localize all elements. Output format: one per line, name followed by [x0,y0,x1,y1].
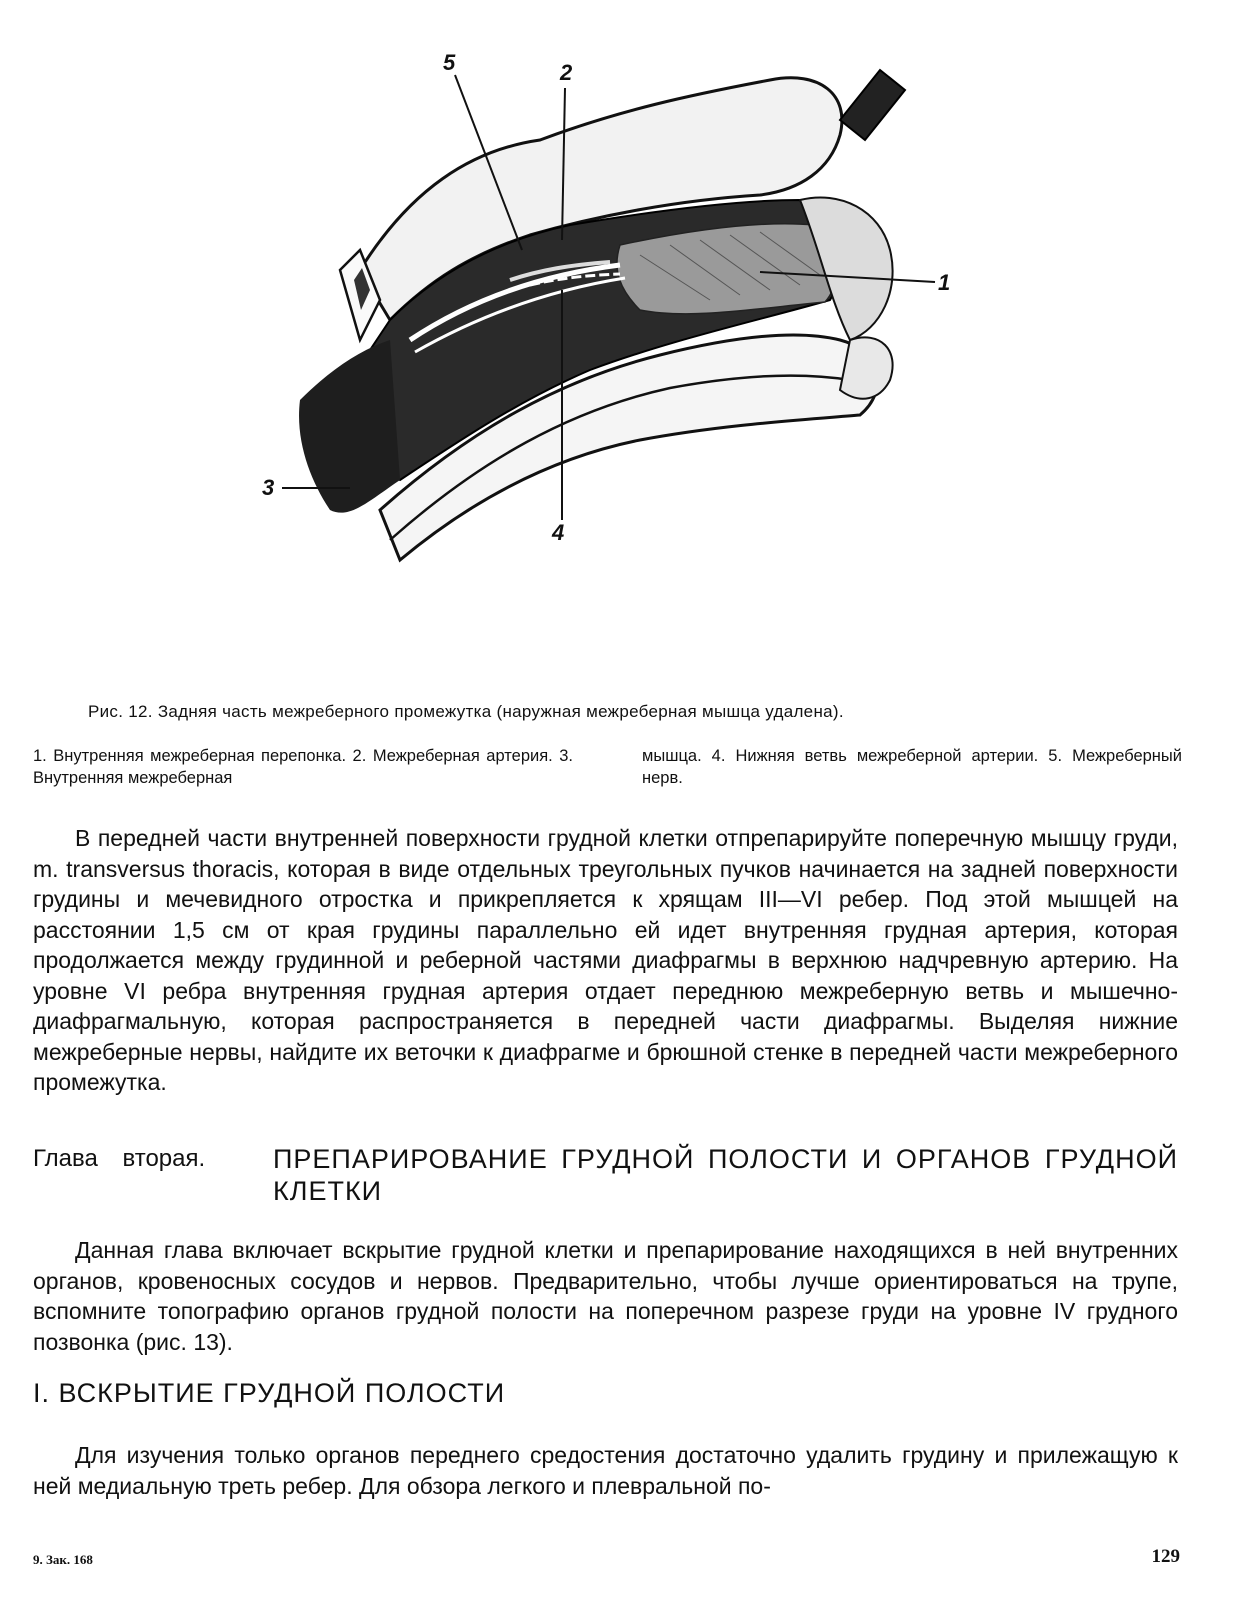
section-heading: I. ВСКРЫТИЕ ГРУДНОЙ ПОЛОСТИ [33,1378,506,1408]
anatomical-figure [240,40,1000,630]
intercostal-space-illustration [240,40,1000,630]
figure-label-5: 5 [443,50,456,75]
figure-legend-right: мышца. 4. Нижняя ветвь межреберной артерии. 5. Межреберный нерв. [642,747,1182,787]
body-paragraph-2: Данная глава включает вскрытие грудной клетки и препарирование находящихся в ней внутренних органов, кровеносных сосудов и нервов. Предварительно, чтобы лучше ориентироваться на трупе, вспомните топографию органов грудной полости на поперечном разрезе груди на уровне IV грудного позвонка (рис. 13). [33,1237,1178,1355]
body-paragraph-1: В передней части внутренней поверхности грудной клетки отпрепарируйте поперечную мышцу груди, m. transversus thoracis, которая в виде отдельных треугольных пучков начинается на задней поверхности грудины и мечевидного отростка и прикрепляется к хрящам III—VI ребер. Под этой мышцей на расстоянии 1,5 см от края грудины параллельно ей идет внутренняя грудная артерия, которая продолжается между грудинной и реберной частями диафрагмы в верхнюю надчревную артерию. На уровне VI ребра внутренняя грудная артерия отдает переднюю межреберную ветвь и мышечно-диафрагмальную, которая распространяется в передней части диафрагмы. Выделяя нижние межреберные нервы, найдите их веточки к диафрагме и брюшной стенке в передней части межреберного промежутка. [33,825,1178,1095]
figure-label-4: 4 [552,520,565,545]
figure-caption: Рис. 12. Задняя часть межреберного промежутка (наружная межреберная мышца удалена). [88,702,844,721]
body-paragraph-3: Для изучения только органов переднего средостения достаточно удалить грудину и прилежащую к ней медиальную треть ребер. Для обзора легкого и плевральной по- [33,1442,1178,1499]
printer-mark: 9. Зак. 168 [33,1552,93,1567]
chapter-title: ПРЕПАРИРОВАНИЕ ГРУДНОЙ ПОЛОСТИ И ОРГАНОВ ГРУДНОЙ КЛЕТКИ [273,1144,1178,1206]
chapter-label: Глава вторая. [33,1145,206,1172]
figure-legend-left: 1. Внутренняя межреберная перепонка. 2. Межреберная артерия. 3. Внутренняя межреберная [33,747,573,787]
figure-label-1: 1 [938,270,951,295]
figure-label-3: 3 [262,475,275,500]
figure-label-2: 2 [560,60,573,85]
page-number: 129 [1151,1546,1180,1567]
